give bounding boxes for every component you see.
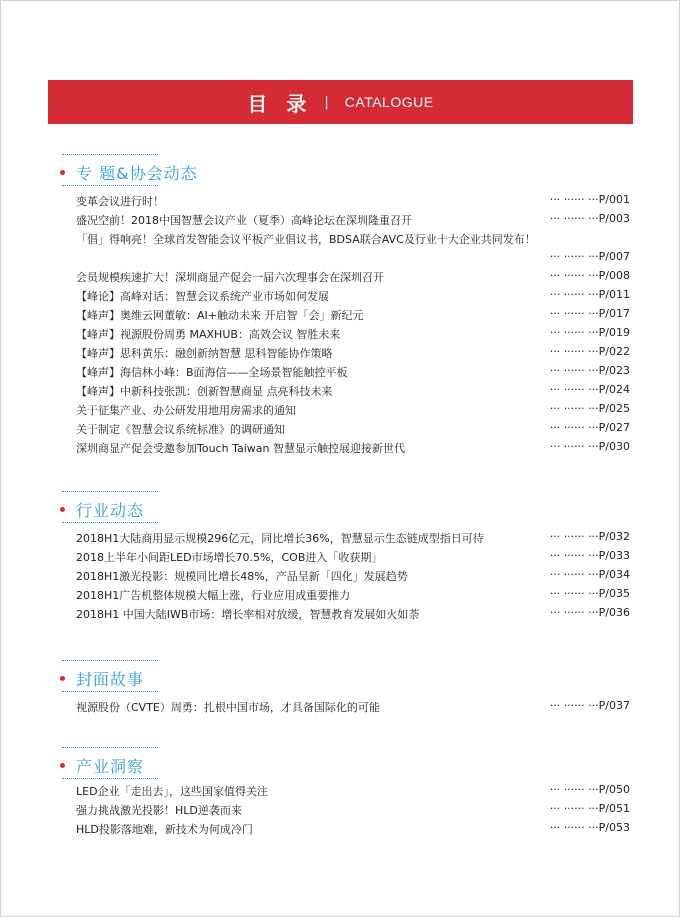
entry-page: ··· ······ ···P/034 <box>549 568 630 581</box>
toc-entry[interactable] <box>76 286 636 305</box>
entry-page: ··· ······ ···P/011 <box>549 288 630 301</box>
title-separator: | <box>324 94 329 110</box>
toc-entry[interactable] <box>76 362 636 381</box>
section-dotted-line <box>62 660 158 661</box>
entry-page: ··· ······ ···P/050 <box>549 783 630 796</box>
entry-title: 2018H1大陆商用显示规模296亿元，同比增长36%，智慧显示生态链成型指日可待 <box>76 532 484 545</box>
catalogue-title-en: CATALOGUE <box>344 94 434 110</box>
entry-title: 【峰声】奥维云网董敏：AI+触动未来 开启智「会」新纪元 <box>76 309 364 322</box>
toc-entry[interactable] <box>76 819 636 838</box>
entry-title: 强力挑战激光投影！HLD逆袭而来 <box>76 804 242 817</box>
toc-entry[interactable] <box>76 191 636 210</box>
entry-page: ··· ······ ···P/019 <box>549 326 630 339</box>
toc-entry[interactable] <box>76 419 636 438</box>
toc-entry[interactable] <box>76 248 636 267</box>
section-dotted-line <box>62 778 158 779</box>
section-dotted-line <box>62 522 158 523</box>
section-title: 行业动态 <box>76 501 145 520</box>
section-title: 专 题&协会动态 <box>76 164 198 183</box>
toc-entry[interactable] <box>76 585 636 604</box>
entry-page: ··· ······ ···P/001 <box>549 193 630 206</box>
entry-page: ··· ······ ···P/007 <box>549 250 630 263</box>
entry-title: HLD投影落地难，新技术为何成冷门 <box>76 823 253 836</box>
section-dotted-line <box>62 185 158 186</box>
bullet-dot-icon <box>60 170 65 175</box>
toc-entry[interactable] <box>76 381 636 400</box>
toc-entry[interactable] <box>76 528 636 547</box>
entry-page: ··· ······ ···P/033 <box>549 549 630 562</box>
entry-page: ··· ······ ···P/035 <box>549 587 630 600</box>
entry-title: 2018H1广告机整体规模大幅上涨，行业应用成重要推力 <box>76 589 351 602</box>
entry-title: 「倡」得响亮！全球首发智能会议平板产业倡议书，BDSA联合AVC及行业十大企业共同发布！ <box>76 233 536 246</box>
section-dotted-line <box>62 154 158 155</box>
entry-title: 【峰声】海信林小峰：B面海信——全场景智能触控平板 <box>76 366 348 379</box>
entry-page: ··· ······ ···P/036 <box>549 606 630 619</box>
catalogue-title-cn: 目 录 <box>247 91 313 116</box>
entry-title: 关于征集产业、办公研发用地用房需求的通知 <box>76 404 296 417</box>
bullet-dot-icon <box>60 507 65 512</box>
entry-title: 【峰论】高峰对话：智慧会议系统产业市场如何发展 <box>76 290 329 303</box>
entry-page: ··· ······ ···P/051 <box>549 802 630 815</box>
entry-title: 会员规模疾速扩大！深圳商显产促会一届六次理事会在深圳召开 <box>76 271 384 284</box>
entry-title: 【峰声】思科黄乐：融创新纳智慧 思科智能协作策略 <box>76 347 333 360</box>
entry-page: ··· ······ ···P/003 <box>549 212 630 225</box>
toc-entry[interactable] <box>76 229 636 248</box>
section-dotted-line <box>62 691 158 692</box>
catalogue-banner <box>48 80 633 124</box>
entry-title: 2018H1激光投影：规模同比增长48%，产品呈新「四化」发展趋势 <box>76 570 408 583</box>
entry-page: ··· ······ ···P/025 <box>549 402 630 415</box>
bullet-dot-icon <box>60 763 65 768</box>
section-title: 产业洞察 <box>76 757 145 776</box>
entry-title: 【峰声】视源股份周勇 MAXHUB：高效会议 智胜未来 <box>76 328 341 341</box>
toc-entry[interactable] <box>76 267 636 286</box>
toc-entry[interactable] <box>76 781 636 800</box>
entry-page: ··· ······ ···P/027 <box>549 421 630 434</box>
toc-entry[interactable] <box>76 343 636 362</box>
section-title: 封面故事 <box>76 670 145 689</box>
entry-title: 2018上半年小间距LED市场增长70.5%，COB进入「收获期」 <box>76 551 383 564</box>
entry-page: ··· ······ ···P/024 <box>549 383 630 396</box>
toc-entry[interactable] <box>76 324 636 343</box>
entry-title: 2018H1 中国大陆IWB市场：增长率相对放缓，智慧教育发展如火如荼 <box>76 608 420 621</box>
entry-page: ··· ······ ···P/030 <box>549 440 630 453</box>
toc-entry[interactable] <box>76 400 636 419</box>
entry-page: ··· ······ ···P/032 <box>549 530 630 543</box>
toc-entry[interactable] <box>76 697 636 716</box>
toc-entry[interactable] <box>76 566 636 585</box>
entry-title: 关于制定《智慧会议系统标准》的调研通知 <box>76 423 285 436</box>
entry-title: 盛况空前！2018中国智慧会议产业（夏季）高峰论坛在深圳隆重召开 <box>76 214 412 227</box>
toc-entry[interactable] <box>76 547 636 566</box>
section-dotted-line <box>62 491 158 492</box>
entry-page: ··· ······ ···P/008 <box>549 269 630 282</box>
toc-entry[interactable] <box>76 210 636 229</box>
entry-page: ··· ······ ···P/023 <box>549 364 630 377</box>
bullet-dot-icon <box>60 676 65 681</box>
entry-page: ··· ······ ···P/022 <box>549 345 630 358</box>
toc-entry[interactable] <box>76 800 636 819</box>
entry-page: ··· ······ ···P/037 <box>549 699 630 712</box>
entry-title: LED企业「走出去」，这些国家值得关注 <box>76 785 269 798</box>
entry-title: 【峰声】中新科技张凯：创新智慧商显 点亮科技未来 <box>76 385 333 398</box>
toc-entry[interactable] <box>76 604 636 623</box>
entry-page: ··· ······ ···P/017 <box>549 307 630 320</box>
toc-entry[interactable] <box>76 305 636 324</box>
entry-title: 深圳商显产促会受邀参加Touch Taiwan 智慧显示触控展迎接新世代 <box>76 442 405 455</box>
section-dotted-line <box>62 747 158 748</box>
entry-title: 视源股份（CVTE）周勇：扎根中国市场，才具备国际化的可能 <box>76 701 380 714</box>
toc-entry[interactable] <box>76 438 636 457</box>
entry-page: ··· ······ ···P/053 <box>549 821 630 834</box>
entry-title: 变革会议进行时！ <box>76 195 164 208</box>
